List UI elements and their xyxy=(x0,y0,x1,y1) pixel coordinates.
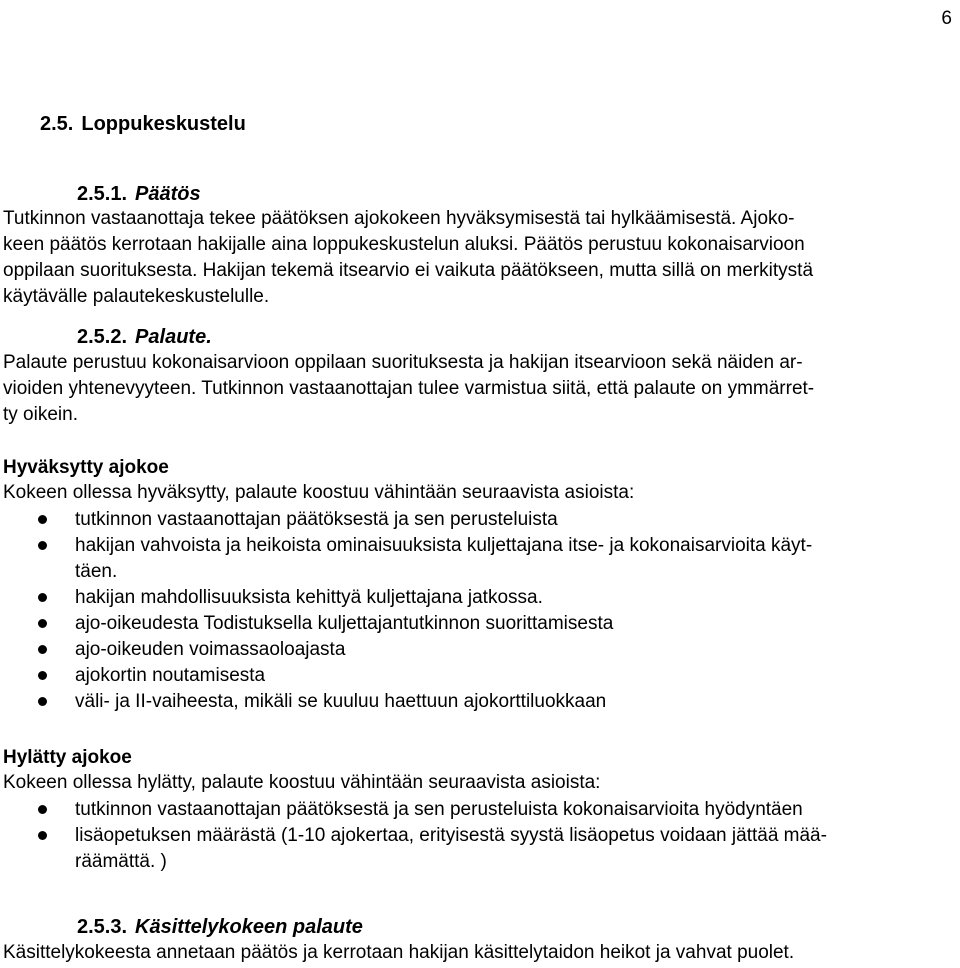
subsection-number: 2.5.2. xyxy=(77,326,128,348)
approved-intro: Kokeen ollessa hyväksytty, palaute koostuu vähintään seuraavista asioista: xyxy=(3,482,635,503)
list-item xyxy=(0,637,960,663)
bullet-icon xyxy=(38,671,47,680)
bullet-icon xyxy=(38,541,47,550)
approved-list xyxy=(0,507,960,715)
rejected-list xyxy=(0,797,960,875)
list-item xyxy=(0,797,960,823)
list-item-text: lisäopetuksen määrästä (1-10 ajokertaa, erityisestä syystä lisäopetus voidaan jättää mää- xyxy=(75,825,827,846)
list-item-text: ajo-oikeudesta Todistuksella kuljettajantutkinnon suorittamisesta xyxy=(75,613,614,634)
paragraph-line: oppilaan suorituksesta. Hakijan tekemä itsearvio ei vaikuta päätökseen, mutta sillä on merkitystä xyxy=(3,260,814,281)
bullet-icon xyxy=(38,619,47,628)
list-item-text: tutkinnon vastaanottajan päätöksestä ja sen perusteluista kokonaisarvioita hyödyntäen xyxy=(75,799,803,820)
bullet-icon xyxy=(38,831,47,840)
paragraph-line: ty oikein. xyxy=(3,404,78,425)
paragraph-line: Palaute perustuu kokonaisarvioon oppilaan suorituksesta ja hakijan itsearvioon sekä näiden ar- xyxy=(3,352,803,373)
decision-line-1: Tutkinnon vastaanottaja tekee päätöksen ajokokeen hyväksymisestä tai hylkäämisestä. Ajoko- xyxy=(3,208,795,229)
subsection-title: Käsittelykokeen palaute xyxy=(135,916,363,938)
list-item xyxy=(0,689,960,715)
subsection-title: Päätös xyxy=(135,183,201,205)
list-item xyxy=(0,663,960,689)
list-item xyxy=(0,611,960,637)
list-item-text: hakijan mahdollisuuksista kehittyä kuljettajana jatkossa. xyxy=(75,587,543,608)
list-item xyxy=(0,507,960,533)
approved-heading: Hyväksytty ajokoe xyxy=(3,457,169,478)
paragraph-line: vioiden yhtenevyyteen. Tutkinnon vastaanottajan tulee varmistua siitä, että palaute on ymmärret- xyxy=(3,378,815,399)
bullet-icon xyxy=(38,645,47,654)
feedback-paragraph xyxy=(3,350,953,428)
list-item-text: tutkinnon vastaanottajan päätöksestä ja sen perusteluista xyxy=(75,509,558,530)
list-item xyxy=(0,533,960,585)
list-item-text: räämättä. ) xyxy=(75,851,167,872)
bullet-icon xyxy=(38,697,47,706)
subsection-number: 2.5.3. xyxy=(77,916,128,938)
bullet-icon xyxy=(38,515,47,524)
bullet-icon xyxy=(38,593,47,602)
list-item-text: ajo-oikeuden voimassaoloajasta xyxy=(75,639,346,660)
subsection-title: Palaute. xyxy=(135,326,212,348)
handling-paragraph: Käsittelykokeesta annetaan päätös ja kerrotaan hakijan käsittelytaidon heikot ja vahvat puolet. xyxy=(3,942,795,963)
subsection-number: 2.5.1. xyxy=(77,183,128,205)
list-item-text: täen. xyxy=(75,561,118,582)
section-title: Loppukeskustelu xyxy=(81,113,246,135)
subsection-heading-handling xyxy=(77,914,363,940)
list-item xyxy=(0,585,960,611)
section-number: 2.5. xyxy=(40,113,74,135)
paragraph-line xyxy=(3,206,953,232)
list-item-text: väli- ja II-vaiheesta, mikäli se kuuluu haettuun ajokorttiluokkaan xyxy=(75,691,607,712)
subsection-heading-feedback xyxy=(77,324,212,350)
paragraph-line: käytävälle palautekeskustelulle. xyxy=(3,286,270,307)
list-item xyxy=(0,823,960,875)
paragraph-line: keen päätös kerrotaan hakijalle aina loppukeskustelun aluksi. Päätös perustuu kokonaisarvioon xyxy=(3,234,805,255)
rejected-intro: Kokeen ollessa hylätty, palaute koostuu vähintään seuraavista asioista: xyxy=(3,772,601,793)
bullet-icon xyxy=(38,805,47,814)
list-item-text: ajokortin noutamisesta xyxy=(75,665,266,686)
page-number: 6 xyxy=(941,8,952,29)
subsection-heading-decision xyxy=(77,181,201,207)
decision-paragraph xyxy=(3,206,953,310)
rejected-heading: Hylätty ajokoe xyxy=(3,747,132,768)
list-item-text: hakijan vahvoista ja heikoista ominaisuuksista kuljettajana itse- ja kokonaisarvioita käyt- xyxy=(75,535,813,556)
section-heading xyxy=(40,111,246,137)
